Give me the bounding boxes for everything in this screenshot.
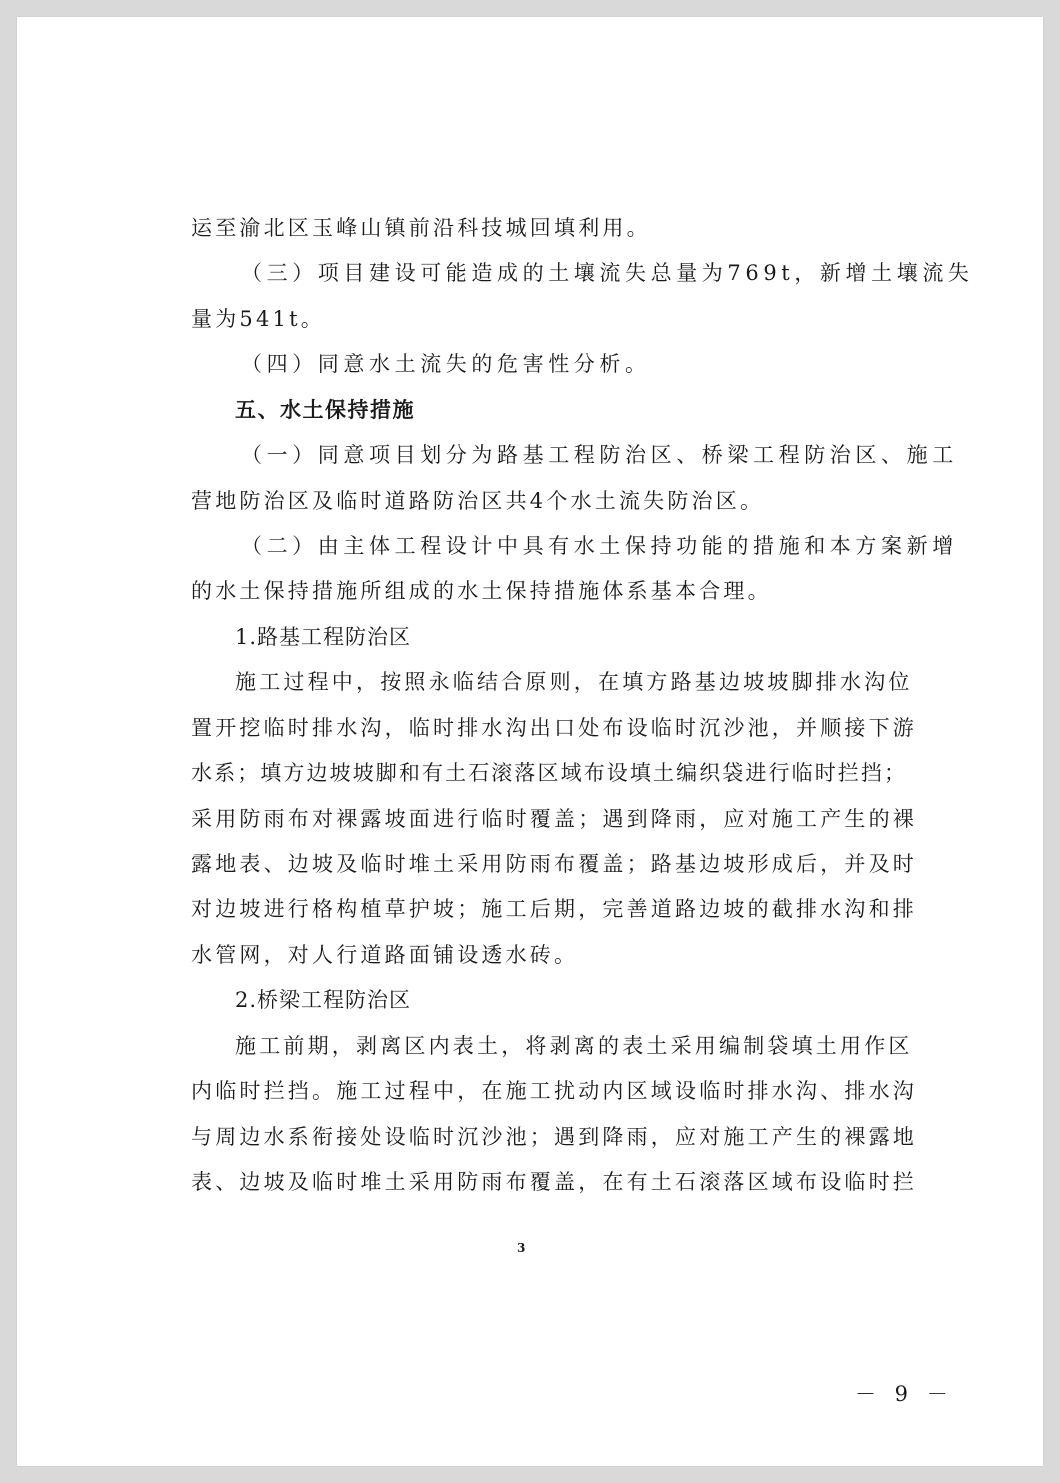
- body-line-roadbed-6: 对边坡进行格构植草护坡；施工后期，完善道路边坡的截排水沟和排: [191, 897, 917, 921]
- document-page: [17, 17, 1043, 1466]
- outer-page-number: － 9 －: [855, 1382, 954, 1406]
- body-line-item-4: （四）同意水土流失的危害性分析。: [241, 352, 651, 376]
- body-line-roadbed-5: 露地表、边坡及临时堆土采用防雨布覆盖；路基边坡形成后，并及时: [191, 852, 917, 876]
- body-line-bridge-1: 施工前期，剥离区内表土，将剥离的表土采用编制袋填土用作区: [235, 1034, 913, 1058]
- body-line-item-3: （三）项目建设可能造成的土壤流失总量为769t，新增土壤流失: [241, 261, 974, 285]
- body-line-measure-2-cont: 的水土保持措施所组成的水土保持措施体系基本合理。: [191, 579, 772, 603]
- body-line-bridge-4: 表、边坡及临时堆土采用防雨布覆盖，在有土石滚落区域布设临时拦: [191, 1170, 917, 1194]
- body-line-measure-1: （一）同意项目划分为路基工程防治区、桥梁工程防治区、施工: [241, 443, 958, 467]
- body-line-roadbed-7: 水管网，对人行道路面铺设透水砖。: [191, 943, 579, 967]
- body-line-measure-2: （二）由主体工程设计中具有水土保持功能的措施和本方案新增: [241, 534, 958, 558]
- subheading-bridge: 2.桥梁工程防治区: [235, 988, 412, 1012]
- body-line-continuation: 运至渝北区玉峰山镇前沿科技城回填利用。: [191, 216, 651, 240]
- body-line-bridge-2: 内临时拦挡。施工过程中，在施工扰动内区域设临时排水沟、排水沟: [191, 1079, 917, 1103]
- inner-page-number: 3: [517, 1241, 526, 1255]
- body-line-roadbed-1: 施工过程中，按照永临结合原则，在填方路基边坡坡脚排水沟位: [235, 670, 913, 694]
- section-heading-5: 五、水土保持措施: [235, 398, 415, 422]
- subheading-roadbed: 1.路基工程防治区: [235, 625, 412, 649]
- body-line-roadbed-2: 置开挖临时排水沟，临时排水沟出口处布设临时沉沙池，并顺接下游: [191, 716, 917, 740]
- body-line-roadbed-4: 采用防雨布对裸露坡面进行临时覆盖；遇到降雨，应对施工产生的裸: [191, 807, 917, 831]
- body-line-bridge-3: 与周边水系衔接处设临时沉沙池；遇到降雨，应对施工产生的裸露地: [191, 1125, 917, 1149]
- body-line-roadbed-3: 水系；填方边坡坡脚和有土石滚落区域布设填土编织袋进行临时拦挡；: [191, 761, 908, 785]
- body-line-measure-1-cont: 营地防治区及临时道路防治区共4个水土流失防治区。: [191, 489, 765, 513]
- body-line-item-3-cont: 量为541t。: [191, 307, 325, 331]
